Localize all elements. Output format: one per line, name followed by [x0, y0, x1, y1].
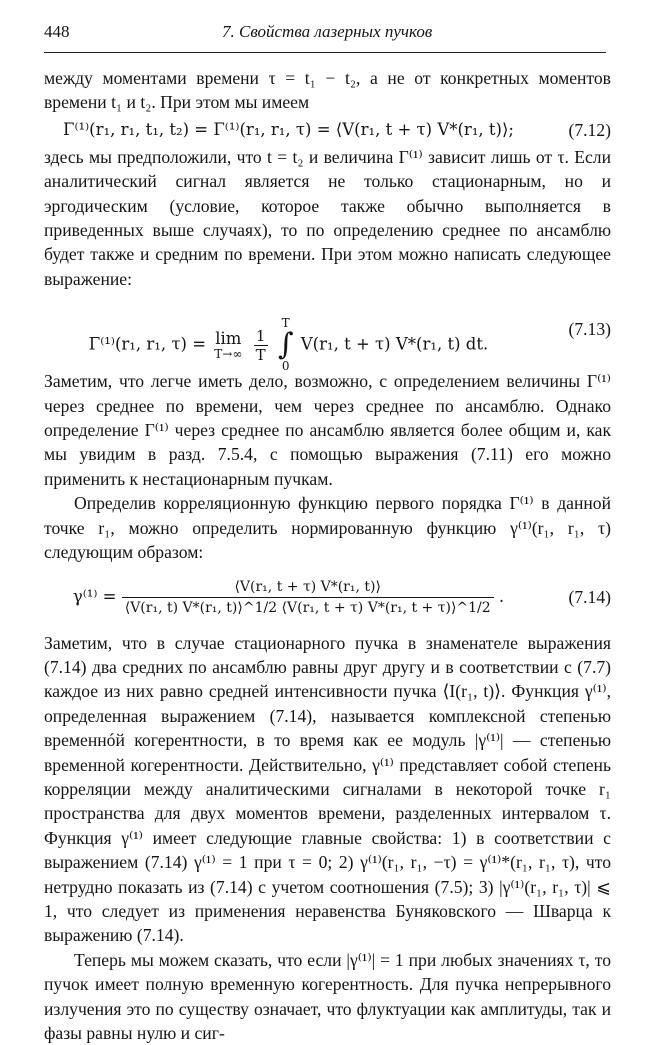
equation-7-14-fraction [122, 577, 494, 618]
equation-7-12 [44, 115, 611, 145]
page-number: 448 [44, 22, 70, 41]
equation-7-12-number: (7.12) [568, 119, 611, 140]
paragraph-1: между моментами времени τ = t₁ − t₂, а не от конкретных моментов времени t₁ и t₂. При этом мы имеем [44, 68, 611, 113]
fraction-denominator: T [255, 345, 266, 364]
limit-word: lim [215, 328, 242, 348]
equation-7-13 [44, 291, 611, 374]
paragraph-4: Определив корреляционную функцию первого порядка Γ⁽¹⁾ в данной точке r₁, можно определить нормированную функцию γ⁽¹⁾(r₁, r₁, τ) следующим образом: [44, 493, 611, 563]
paragraph-2: здесь мы предположили, что t = t₂ и величина Γ⁽¹⁾ зависит лишь от τ. Если аналитический сигнал является не только стационарным, но и эргодическим (условие, которое также обычно выполняется в приведенных выше случаях), то по определению среднее по ансамблю будет также и средним по времени. При этом можно написать следующее выражение: [44, 146, 611, 289]
equation-7-12-formula: Γ⁽¹⁾(r₁, r₁, t₁, t₂) = Γ⁽¹⁾(r₁, r₁, τ) = ⟨V(r₁, t + τ) V*(r₁, t)⟩; [63, 119, 514, 139]
equation-7-14-numerator: ⟨V(r₁, t + τ) V*(r₁, t)⟩ [122, 577, 494, 598]
integrand: V(r₁, t + τ) V*(r₁, t) dt. [300, 334, 489, 354]
equation-7-14-denominator: ⟨V(r₁, t) V*(r₁, t)⟩^1/2 ⟨V(r₁, t + τ) V*(r₁, t + τ)⟩^1/2 [124, 599, 491, 616]
integral-lower-limit: 0 [281, 359, 290, 374]
page-header [44, 22, 606, 48]
equation-7-14 [44, 565, 611, 631]
integral-sign: ∫ [277, 327, 294, 363]
equation-7-14-formula [44, 577, 533, 618]
equation-7-14-number: (7.14) [568, 586, 611, 607]
equation-7-13-number: (7.13) [568, 319, 611, 340]
fraction-numerator: 1 [254, 327, 268, 346]
integral-upper-limit: T [281, 316, 290, 331]
page-body [44, 66, 611, 1045]
equation-7-14-lhs: γ⁽¹⁾ = [72, 586, 117, 606]
limit-operator [214, 330, 242, 361]
paragraph-5: Заметим, что в случае стационарного пучка в знаменателе выражения (7.14) два средних по ансамблю равны друг другу и в соответствии с (7.7) каждое из них равно средней интенсивности пучка ⟨I(r₁, t)⟩. Функция γ⁽¹⁾, определенная выражением (7.14), называется комплексной степенью временнóй когерентности, в то время как ее модуль |γ⁽¹⁾| — степенью временной когерентности. Действительно, γ⁽¹⁾ представляет собой степень корреляции между аналитическими сигналами в некоторой точке r₁ пространства для двух моментов времени, разделенных интервалом τ. Функция γ⁽¹⁾ имеет следующие главные свойства: 1) в соответствии с выражением (7.14) γ⁽¹⁾ = 1 при τ = 0; 2) γ⁽¹⁾(r₁, r₁, −τ) = γ⁽¹⁾*(r₁, r₁, τ), что нетрудно показать из (7.14) с учетом соотношения (7.5); 3) |γ⁽¹⁾(r₁, r₁, τ)| ⩽ 1, что следует из применения неравенства Буняковского — Шварца к выражению (7.14). [44, 632, 611, 946]
equation-7-14-tail: . [498, 586, 505, 606]
header-rule [44, 52, 606, 53]
limit-subscript: T→∞ [214, 346, 243, 361]
integral-operator [278, 317, 294, 373]
paragraph-6: Теперь мы можем сказать, что если |γ⁽¹⁾| = 1 при любых значениях τ, то пучок имеет полную временную когерентность. Для пучка непрерывного излучения это по существу означает, что флуктуации как амплитуды, так и фазы равны нулю и сиг- [44, 949, 611, 1043]
running-title: 7. Свойства лазерных пучков [222, 22, 433, 41]
equation-7-13-formula [44, 317, 533, 373]
equation-7-13-lhs: Γ⁽¹⁾(r₁, r₁, τ) = [88, 334, 207, 354]
paragraph-3: Заметим, что легче иметь дело, возможно, с определением величины Γ⁽¹⁾ через среднее по времени, чем через среднее по ансамблю. Однако определение Γ⁽¹⁾ через среднее по ансамблю является более общим и, как мы увидим в разд. 7.5.4, с помощью выражения (7.11) его можно применить к нестационарным пучкам. [44, 371, 611, 489]
one-over-t-fraction [254, 327, 268, 364]
